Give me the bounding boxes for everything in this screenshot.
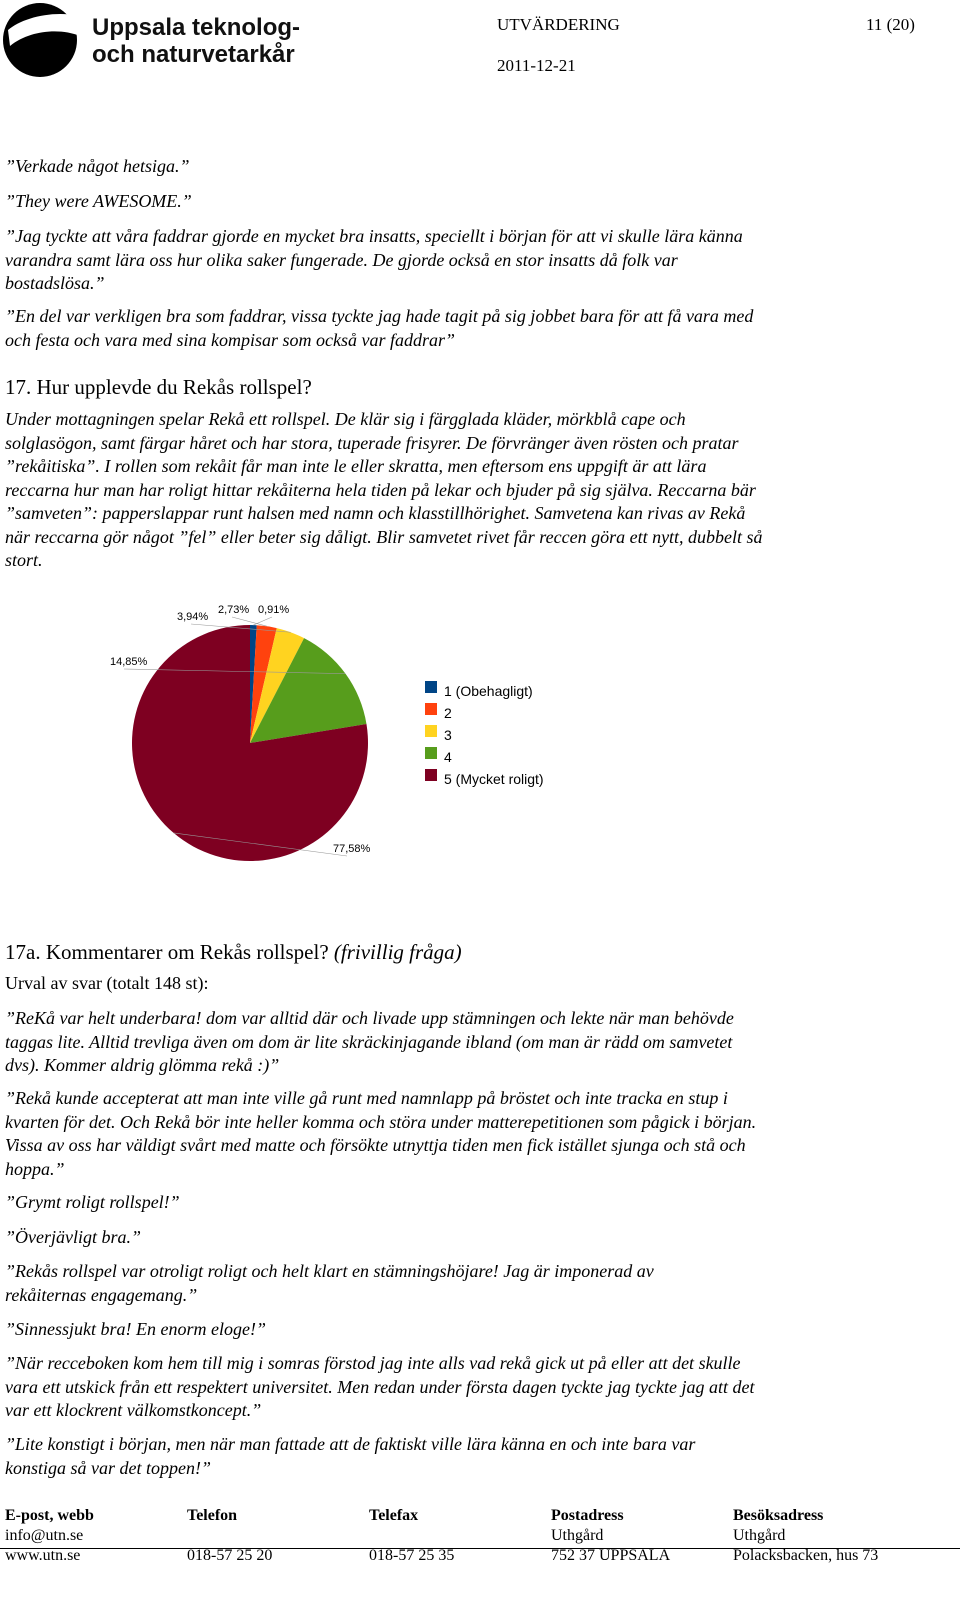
legend-label: 1 (Obehagligt) (444, 683, 533, 699)
section-heading: 17. Hur upplevde du Rekås rollspel? (5, 375, 312, 399)
legend-label: 3 (444, 727, 452, 743)
legend-swatch (425, 769, 437, 781)
legend-swatch (425, 725, 437, 737)
footer-visiting-address (733, 1506, 878, 1566)
footer-line (187, 1526, 272, 1546)
page-number: 11 (20) (866, 15, 915, 34)
footer-line: Uthgård (733, 1527, 786, 1544)
quote: ”Grymt roligt rollspel!” (5, 1192, 180, 1212)
footer-line (369, 1526, 454, 1546)
pie-data-label: 0,91% (258, 604, 290, 616)
pie-data-label: 3,94% (177, 611, 209, 623)
quote: ”Lite konstigt i början, men när man fattade att de faktiskt ville lära känna en och inte bara var konstiga så var det toppen!” (5, 1434, 696, 1478)
chart-legend (425, 680, 544, 790)
footer-heading: Postadress (551, 1507, 624, 1524)
footer-heading: E-post, webb (5, 1507, 94, 1524)
section-heading-main: 17a. Kommentarer om Rekås rollspel? (5, 940, 329, 964)
quote: ”Sinnessjukt bra! En enorm eloge!” (5, 1319, 266, 1339)
quote: ”They were AWESOME.” (5, 191, 192, 211)
section-description: Under mottagningen spelar Rekå ett rollspel. De klär sig i färgglada kläder, mörkblå cape och solglasögon, samt färgar håret och har stora, tuperade frisyrer. De förvränger även rösten och pratar ”rekåitiska”. I rollen som rekåit får man inte le eller skratta, men eftersom ens uppgift är att lära reccarna hur man har roligt hittar rekåiterna hela tiden på lekar och bjuder på sig själva. Reccarna bär ”samveten”: papperslappar runt halsen med namn och klasstillhörighet. Samvetena kan rivas av Rekå när reccarna gör något ”fel” eller beter sig dåligt. Blir samvetet rivet får reccen göra ett nytt, dubbelt så stort. (5, 409, 763, 570)
pie-data-label: 2,73% (218, 604, 250, 616)
legend-swatch (425, 681, 437, 693)
quote: ”Rekå kunde accepterat att man inte ville gå runt med namnlapp på bröstet och inte tracka en stup i kvarten för det. Och Rekå bör inte heller komma och störa under matterepetitionen som pågick i början. Vissa av oss har väldigt svårt med matte och försökte utnyttja tiden men fick istället sjunga och stå och hoppa.” (5, 1088, 757, 1179)
footer-fax: 018-57 25 35 (369, 1547, 455, 1564)
pie-leader-line (253, 617, 272, 625)
legend-item (425, 680, 544, 702)
document-date: 2011-12-21 (497, 56, 576, 75)
footer-contact-email (5, 1506, 94, 1566)
legend-label: 2 (444, 705, 452, 721)
quote: ”ReKå var helt underbara! dom var alltid där och livade upp stämningen och lekte när man behövde taggas lite. Alltid trevliga även om dom är lite skräckinjagande ibland (om man är rädd om samvetet dvs). Kommer aldrig glömma rekå :)” (5, 1008, 734, 1075)
footer-postal-address (551, 1506, 670, 1566)
legend-item (425, 768, 544, 790)
footer-line: Uthgård (551, 1527, 604, 1544)
footer-email[interactable]: info@utn.se (5, 1527, 84, 1544)
pie-data-label: 14,85% (110, 656, 148, 668)
pie-chart (100, 595, 430, 870)
pie-data-label: 77,58% (333, 843, 371, 855)
quote: ”Verkade något hetsiga.” (5, 156, 190, 176)
section-heading-note: (frivillig fråga) (333, 940, 462, 964)
legend-label: 4 (444, 749, 452, 765)
legend-swatch (425, 747, 437, 759)
section-heading (5, 940, 462, 965)
organization-name-line2: och naturvetarkår (92, 41, 295, 68)
footer-heading: Telefax (369, 1507, 419, 1524)
footer-phone: 018-57 25 20 (187, 1547, 273, 1564)
legend-item (425, 746, 544, 768)
footer-contact-fax (369, 1506, 454, 1566)
legend-item (425, 724, 544, 746)
quote: ”Jag tyckte att våra faddrar gjorde en mycket bra insatts, speciellt i början för att vi skulle lära känna varandra samt lära oss hur olika saker fungerade. De gjorde också en stor insatts då folk var bostadslösa.” (5, 226, 743, 293)
legend-item (425, 702, 544, 724)
footer-heading: Besöksadress (733, 1507, 824, 1524)
quote: ”Rekås rollspel var otroligt roligt och helt klart en stämningshöjare! Jag är imponerad av rekåiternas engagemang.” (5, 1261, 654, 1305)
section-subheading: Urval av svar (totalt 148 st): (5, 973, 209, 993)
quote: ”När recceboken kom hem till mig i somras förstod jag inte alls vad rekå gick ut på eller att det skulle vara ett utskick från ett respektert universitet. Men redan under första dagen tyckte jag tyckte jag att det var ett klockrent välkomstkoncept.” (5, 1353, 755, 1420)
legend-label: 5 (Mycket roligt) (444, 771, 544, 787)
quote: ”En del var verkligen bra som faddrar, vissa tyckte jag hade tagit på sig jobbet bara för att få vara med och festa och vara med sina kompisar som också var faddrar” (5, 306, 754, 350)
quote: ”Överjävligt bra.” (5, 1227, 142, 1247)
document-type: UTVÄRDERING (497, 15, 620, 34)
organization-name (92, 14, 300, 68)
footer-heading: Telefon (187, 1507, 238, 1524)
footer-web[interactable]: www.utn.se (5, 1547, 81, 1564)
organization-name-line1: Uppsala teknolog- (92, 14, 301, 41)
footer-line: Polacksbacken, hus 73 (733, 1547, 879, 1564)
legend-swatch (425, 703, 437, 715)
footer-line: 752 37 UPPSALA (551, 1547, 671, 1564)
footer-contact-phone (187, 1506, 272, 1566)
